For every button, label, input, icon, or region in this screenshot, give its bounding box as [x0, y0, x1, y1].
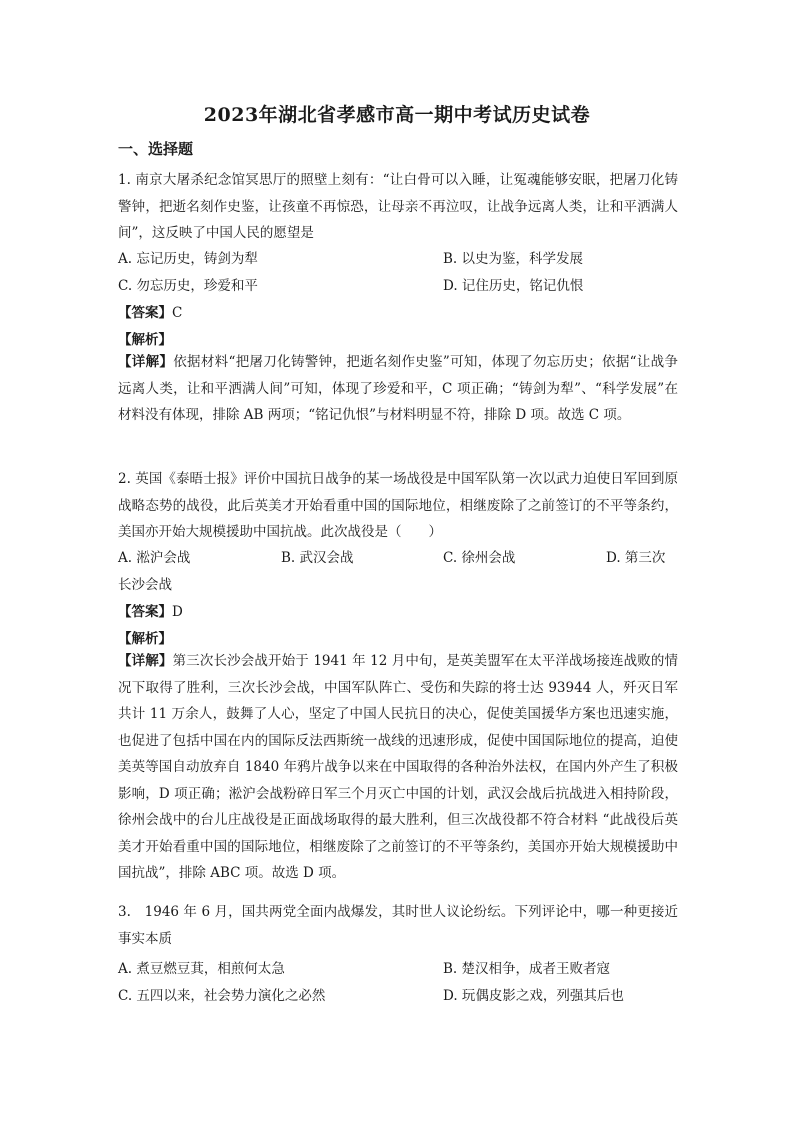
page-title: 2023年湖北省孝感市高一期中考试历史试卷 [203, 104, 591, 126]
question-1-options-row-2 [118, 274, 678, 300]
q3-option-b: B. 楚汉相争，成者王败者寇 [443, 961, 611, 977]
question-2-stem: 2. 英国《泰晤士报》评价中国抗日战争的某一场战役是中国军队第一次以武力迫使日军回到原战略态势的战役，此后英美才开始看重中国的国际地位，相继废除了之前签订的不平等条约，美国亦开始大规模援助中国抗战。此次战役是（ ） [118, 471, 678, 540]
q2-answer [118, 600, 183, 620]
answer-tag: 【答案】 [118, 604, 172, 620]
q2-analysis-tag: 【解析】 [118, 631, 172, 647]
q2-detail [118, 648, 678, 887]
question-3-options-row-1 [118, 957, 678, 983]
q1-answer [118, 301, 182, 321]
q3-option-a: A. 煮豆燃豆萁，相煎何太急 [118, 961, 285, 977]
question-1-stem: 1. 南京大屠杀纪念馆冥思厅的照壁上刻有：“让白骨可以入睡，让冤魂能够安眠，把屠刀化铸警钟，把逝名刻作史鉴，让孩童不再惊恐，让母亲不再泣叹，让战争远离人类，让和平洒满人间”，这反映了中国人民的愿望是 [118, 172, 678, 241]
q1-analysis-tag: 【解析】 [118, 332, 172, 348]
q1-option-c: C. 勿忘历史，珍爱和平 [118, 278, 258, 294]
question-3-stem: 3. 1946 年 6 月，国共两党全面内战爆发，其时世人议论纷纭。下列评论中，哪一种更接近事实本质 [118, 904, 678, 947]
q2-option-d-continued: 长沙会战 [118, 577, 172, 593]
answer-value: D [172, 604, 183, 620]
section-heading: 一、选择题 [118, 140, 194, 158]
q3-option-d: D. 玩偶皮影之戏，列强其后也 [443, 988, 624, 1004]
q2-option-b: B. 武汉会战 [281, 550, 354, 566]
q1-option-b: B. 以史为鉴，科学发展 [443, 251, 584, 267]
question-3-options-row-2 [118, 984, 678, 1010]
answer-tag: 【答案】 [118, 305, 172, 321]
q2-option-a: A. 淞沪会战 [118, 550, 191, 566]
detail-text: 第三次长沙会战开始于 1941 年 12 月中旬，是英美盟军在太平洋战场接连战败的情况下取得了胜利，三次长沙会战，中国军队阵亡、受伤和失踪的将士达 93944 人，歼灭日军共计 11 万余人，鼓舞了人心，坚定了中国人民抗日的决心，促使美国援华方案也迅速实施，也促进了包括中国在内的国际反法西斯统一战线的迅速形成，促使中国国际地位的提高，迫使美英等国自动放弃自 1840 年鸦片战争以来在中国取得的各种治外法权，在国内外产生了积极影响，D 项正确；淞沪会战粉碎日军三个月灭亡中国的计划，武汉会战后抗战进入相持阶段，徐州会战中的台儿庄战役是正面战场取得的最大胜利，但三次战役都不符合材料 “此战役后英美才开始看重中国的国际地位，相继废除了之前签订的不平等条约，美国亦开始大规模援助中国抗战”，排除 ABC 项。故选 D 项。 [118, 653, 678, 881]
q2-option-d: D. 第三次 [606, 550, 666, 566]
question-1-options-row-1 [118, 247, 678, 273]
q2-option-c: C. 徐州会战 [443, 550, 516, 566]
detail-text: 依据材料“把屠刀化铸警钟，把逝名刻作史鉴”可知，体现了勿忘历史；依据“让战争远离人类，让和平洒满人间”可知，体现了珍爱和平，C 项正确；“铸剑为犁”、“科学发展”在材料没有体现，排除 AB 两项；“铭记仇恨”与材料明显不符，排除 D 项。故选 C 项。 [118, 354, 678, 423]
answer-value: C [172, 305, 183, 321]
question-2-options-row [118, 546, 678, 572]
detail-tag: 【详解】 [118, 653, 173, 669]
q3-option-c: C. 五四以来，社会势力演化之必然 [118, 988, 326, 1004]
q1-detail [118, 349, 678, 429]
q1-option-d: D. 记住历史，铭记仇恨 [443, 278, 584, 294]
detail-tag: 【详解】 [118, 354, 174, 370]
q1-option-a: A. 忘记历史，铸剑为犁 [118, 251, 258, 267]
